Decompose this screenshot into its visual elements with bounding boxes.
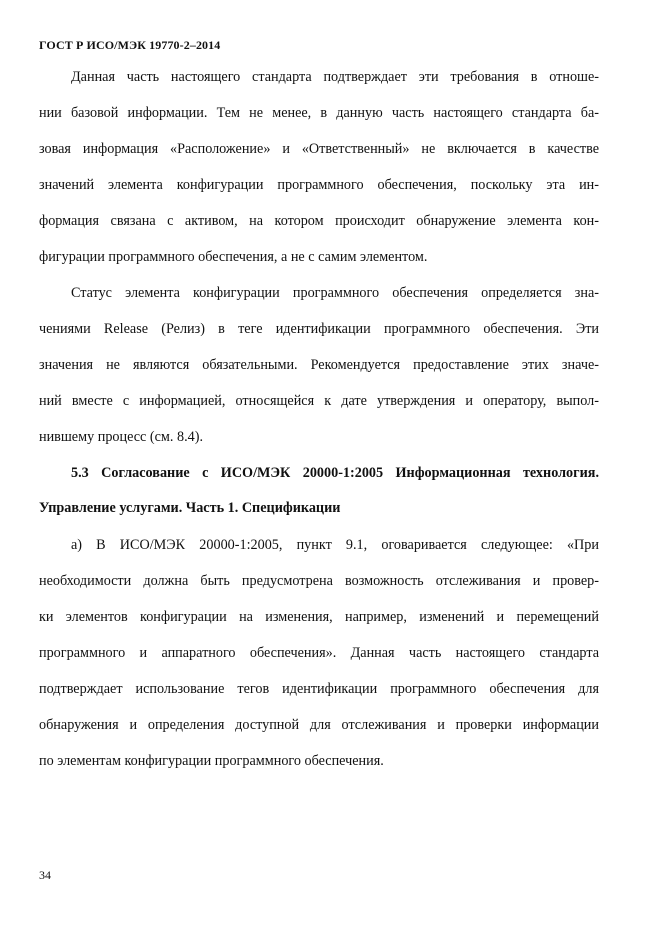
- paragraph-1-line-3: зовая информация «Расположение» и «Ответственный» не включается в качестве: [39, 141, 599, 157]
- paragraph-a-line-7: по элементам конфигурации программного обеспечения.: [39, 753, 384, 769]
- paragraph-a-line-2: необходимости должна быть предусмотрена возможность отслеживания и провер-: [39, 573, 599, 589]
- paragraph-1-line-5: формация связана с активом, на котором происходит обнаружение элемента кон-: [39, 213, 599, 229]
- paragraph-a-line-4: программного и аппаратного обеспечения». Данная часть настоящего стандарта: [39, 645, 599, 661]
- paragraph-2-line-2: чениями Release (Релиз) в теге идентификации программного обеспечения. Эти: [39, 321, 599, 337]
- paragraph-1-line-6: фигурации программного обеспечения, а не с самим элементом.: [39, 249, 428, 265]
- section-heading-5-3-line-2: Управление услугами. Часть 1. Спецификации: [39, 500, 341, 516]
- paragraph-a-line-3: ки элементов конфигурации на изменения, например, изменений и перемещений: [39, 609, 599, 625]
- paragraph-1-line-1: Данная часть настоящего стандарта подтверждает эти требования в отноше-: [71, 69, 599, 85]
- paragraph-2-line-4: ний вместе с информацией, относящейся к дате утверждения и оператору, выпол-: [39, 393, 599, 409]
- paragraph-2-line-1: Статус элемента конфигурации программного обеспечения определяется зна-: [71, 285, 599, 301]
- paragraph-1-line-4: значений элемента конфигурации программного обеспечения, поскольку эта ин-: [39, 177, 599, 193]
- paragraph-a-line-1: а) В ИСО/МЭК 20000-1:2005, пункт 9.1, оговаривается следующее: «При: [71, 537, 599, 553]
- paragraph-2-line-5: нившему процесс (см. 8.4).: [39, 429, 203, 445]
- document-header: ГОСТ Р ИСО/МЭК 19770-2–2014: [39, 38, 221, 52]
- paragraph-2-line-3: значения не являются обязательными. Рекомендуется предоставление этих значе-: [39, 357, 599, 373]
- section-heading-5-3-line-1: 5.3 Согласование с ИСО/МЭК 20000-1:2005 Информационная технология.: [71, 465, 599, 481]
- paragraph-1-line-2: нии базовой информации. Тем не менее, в данную часть настоящего стандарта ба-: [39, 105, 599, 121]
- page-number: 34: [39, 868, 51, 882]
- paragraph-a-line-6: обнаружения и определения доступной для отслеживания и проверки информации: [39, 717, 599, 733]
- paragraph-a-line-5: подтверждает использование тегов идентификации программного обеспечения для: [39, 681, 599, 697]
